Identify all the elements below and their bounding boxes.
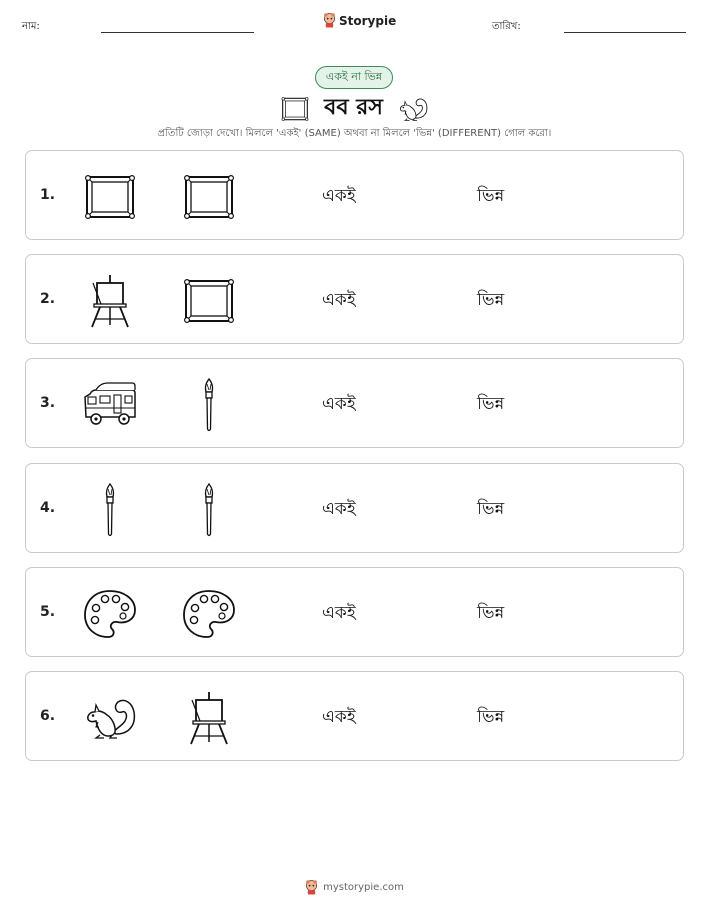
option-same[interactable]: একই	[322, 499, 356, 519]
option-same[interactable]: একই	[322, 707, 356, 727]
brand-logo	[323, 13, 396, 28]
activity-badge: একই না ভিন্ন	[315, 66, 393, 89]
page-title: বব রস	[324, 95, 383, 120]
camper-van-icon	[82, 377, 138, 433]
date-label: তারিখ:	[492, 21, 521, 32]
exercise-row	[25, 671, 684, 761]
frame-icon	[181, 273, 237, 329]
squirrel-icon	[397, 93, 429, 125]
exercise-row	[25, 150, 684, 240]
option-different[interactable]: ভিন্ন	[477, 290, 505, 310]
exercise-row	[25, 254, 684, 344]
frame-icon	[280, 94, 310, 124]
option-different[interactable]: ভিন্ন	[477, 499, 505, 519]
name-write-line[interactable]	[101, 32, 254, 33]
option-different[interactable]: ভিন্ন	[477, 186, 505, 206]
date-write-line[interactable]	[564, 32, 686, 33]
option-same[interactable]: একই	[322, 394, 356, 414]
paintbrush-icon	[181, 482, 237, 538]
storypie-mascot-icon	[323, 13, 336, 28]
footer-url[interactable]: mystorypie.com	[323, 882, 404, 893]
instructions: প্রতিটি জোড়া দেখো। মিললে 'একই' (SAME) অথবা না মিললে 'ভিন্ন' (DIFFERENT) গোল করো।	[157, 128, 552, 139]
frame-icon	[82, 169, 138, 225]
squirrel-icon	[82, 690, 138, 746]
paintbrush-icon	[181, 377, 237, 433]
row-number: 1.	[40, 187, 56, 203]
option-different[interactable]: ভিন্ন	[477, 603, 505, 623]
row-number: 5.	[40, 604, 56, 620]
footer	[0, 880, 709, 895]
easel-icon	[82, 273, 138, 329]
title-row	[0, 90, 709, 127]
exercise-row	[25, 463, 684, 553]
option-different[interactable]: ভিন্ন	[477, 394, 505, 414]
palette-icon	[181, 586, 237, 642]
option-same[interactable]: একই	[322, 186, 356, 206]
row-number: 4.	[40, 500, 56, 516]
row-number: 2.	[40, 291, 56, 307]
paintbrush-icon	[82, 482, 138, 538]
row-number: 3.	[40, 395, 56, 411]
storypie-mascot-icon	[305, 880, 318, 895]
easel-icon	[181, 690, 237, 746]
option-same[interactable]: একই	[322, 603, 356, 623]
exercise-row	[25, 567, 684, 657]
exercise-row	[25, 358, 684, 448]
row-number: 6.	[40, 708, 56, 724]
name-label: নাম:	[22, 21, 40, 32]
option-different[interactable]: ভিন্ন	[477, 707, 505, 727]
brand-name: Storypie	[339, 13, 397, 28]
frame-icon	[181, 169, 237, 225]
option-same[interactable]: একই	[322, 290, 356, 310]
palette-icon	[82, 586, 138, 642]
